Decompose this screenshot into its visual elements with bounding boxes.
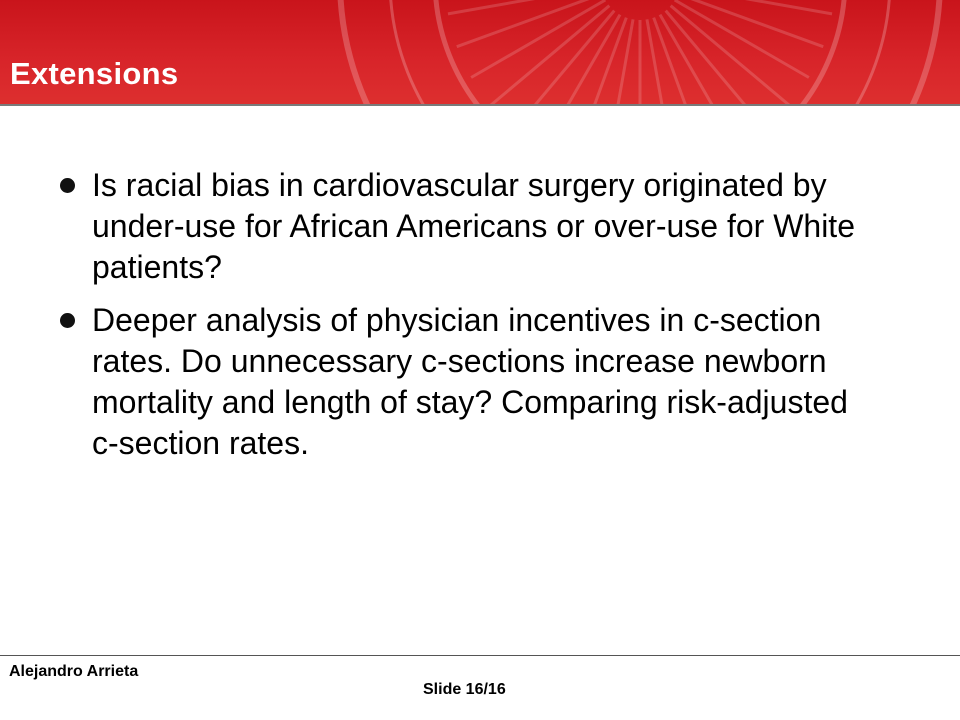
bullet-item (60, 165, 880, 288)
slide-number: Slide 16/16 (423, 681, 506, 698)
bullet-icon (60, 178, 75, 193)
footer-divider (0, 655, 960, 656)
bullet-icon (60, 313, 75, 328)
header-divider (0, 104, 960, 106)
bullet-item (60, 300, 880, 464)
title-banner (0, 0, 960, 104)
university-seal-watermark (330, 0, 950, 104)
author-name: Alejandro Arrieta (9, 663, 139, 680)
bullet-text: Is racial bias in cardiovascular surgery originated by under-use for African Americans or over-use for White patients? (92, 167, 855, 285)
slide-title: Extensions (10, 56, 179, 91)
bullet-text: Deeper analysis of physician incentives in c-section rates. Do unnecessary c-sections increase newborn mortality and length of stay? Comparing risk-adjusted c-section rates. (92, 302, 848, 461)
bullet-list (60, 165, 880, 476)
